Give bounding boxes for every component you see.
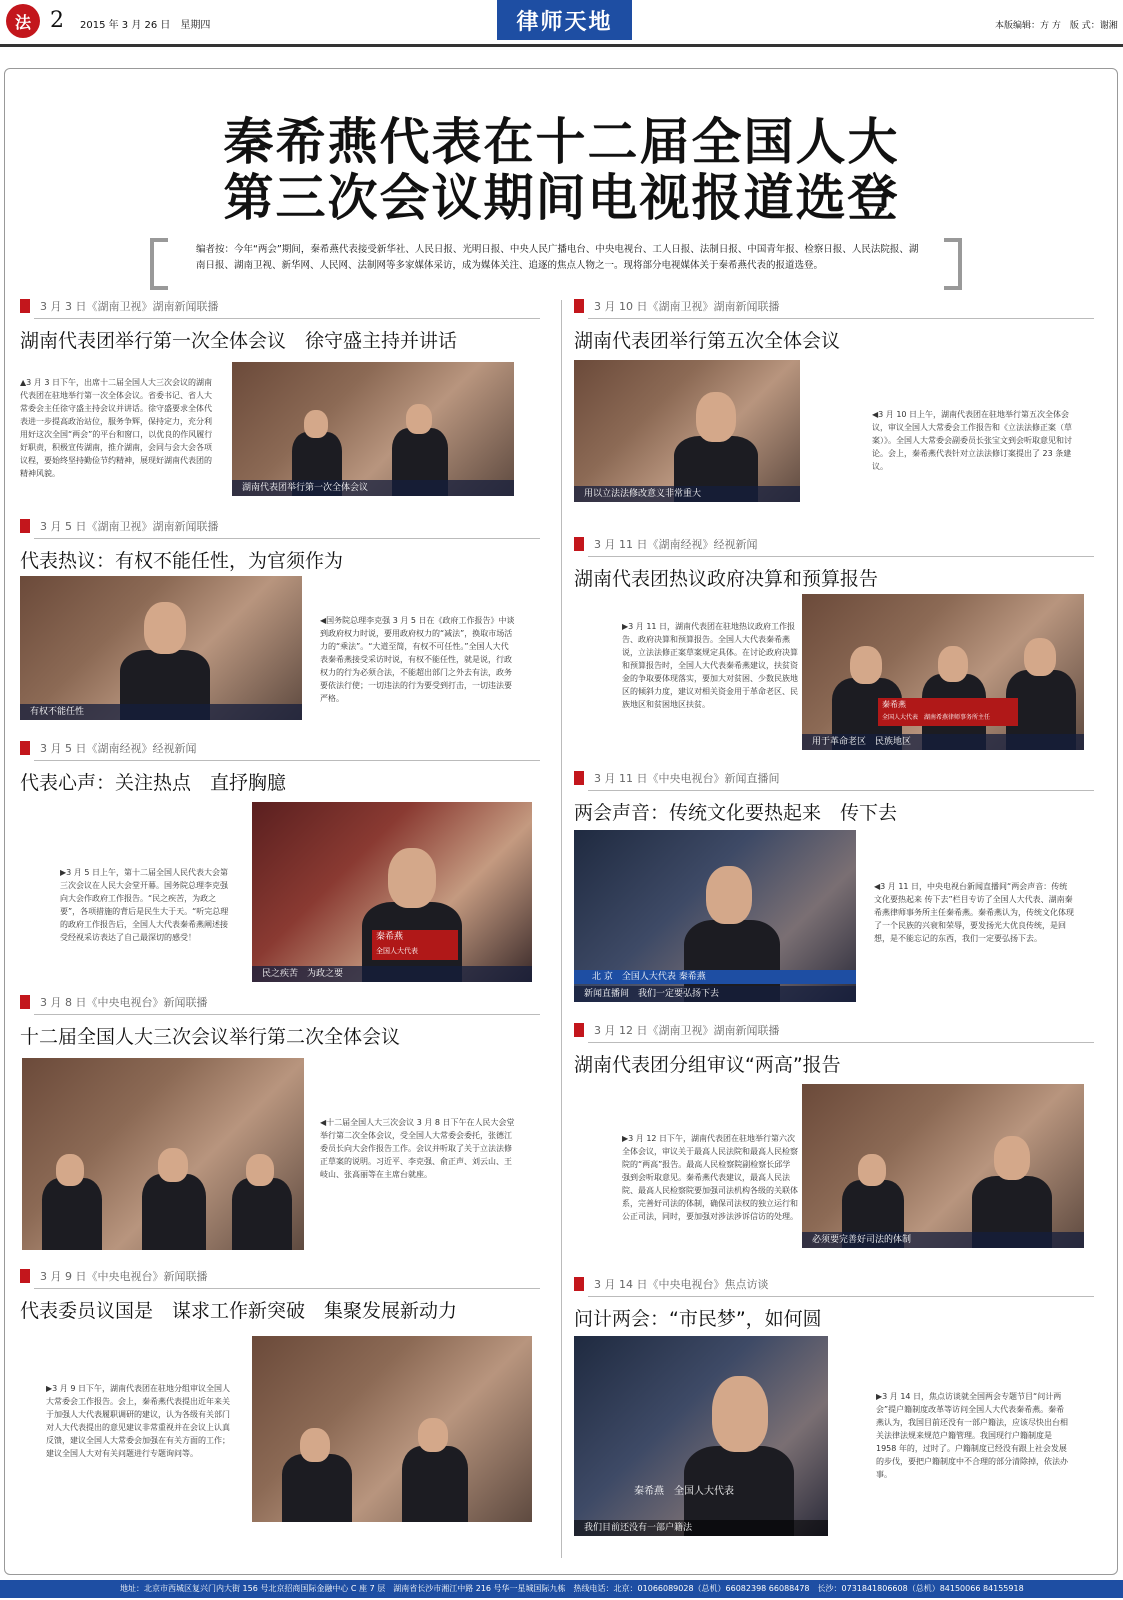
- section-banner: 律师天地: [497, 0, 632, 40]
- photo-caption: 新闻直播间 我们一定要弘扬下去: [574, 986, 856, 1002]
- column-divider: [561, 300, 562, 1558]
- rule-line: [34, 760, 540, 761]
- news-item: [20, 518, 540, 726]
- news-item: [20, 1268, 540, 1538]
- news-photo: [20, 576, 302, 720]
- news-item: [574, 770, 1094, 1010]
- photo-caption: 民之疾苦 为政之要: [252, 966, 532, 982]
- news-photo: [232, 362, 514, 496]
- item-text: ◀3 月 10 日上午，湖南代表团在驻地举行第五次全体会议，审议全国人大常委会工作报告和《立法法修正案（草案）》。全国人大常委会副委员长张宝文到会听取意见和讨论。会上，秦希燕代表针对立法法修订案提出了 23 条建议。: [872, 410, 1072, 471]
- source-tag: 3 月 10 日《湖南卫视》湖南新闻联播: [574, 298, 779, 314]
- name-plate: 秦希燕 全国人大代表: [634, 1486, 734, 1497]
- source-tag: 3 月 9 日《中央电视台》新闻联播: [20, 1268, 208, 1284]
- page-number: 2: [50, 8, 64, 33]
- left-bracket: [150, 238, 168, 290]
- photo-caption: 我们目前还没有一部户籍法: [574, 1520, 828, 1536]
- rule-line: [588, 318, 1094, 319]
- item-title: 代表委员议国是 谋求工作新突破 集聚发展新动力: [20, 1300, 458, 1322]
- page-footer: 地址：北京市西城区复兴门内大街 156 号北京招商国际金融中心 C 座 7 层 湖南省长沙市湘江中路 216 号华一星城国际九栋 热线电话：北京：01066089028（总机）66082398 66088478 长沙：0731841806608（总机）84150066 84155918: [0, 1580, 1123, 1598]
- source-tag: 3 月 11 日《湖南经视》经视新闻: [574, 536, 758, 552]
- source-tag: 3 月 5 日《湖南卫视》湖南新闻联播: [20, 518, 219, 534]
- item-title: 代表心声：关注热点 直抒胸臆: [20, 772, 287, 794]
- item-title: 湖南代表团热议政府决算和预算报告: [574, 568, 879, 590]
- rule-line: [588, 1042, 1094, 1043]
- item-title: 湖南代表团举行第一次全体会议 徐守盛主持并讲话: [20, 330, 458, 352]
- news-photo: [252, 1336, 532, 1522]
- issue-date: 2015 年 3 月 26 日 星期四: [80, 20, 211, 31]
- name-plate: 北 京 全国人大代表 秦希燕: [574, 970, 856, 984]
- editor-note: [150, 238, 962, 296]
- item-text: ◀国务院总理李克强 3 月 5 日在《政府工作报告》中谈到政府权力时说，要用政府权力的“减法”，换取市场活力的“乘法”。“大道至简，有权不可任性。”全国人大代表秦希燕接受采访时说，有权不能任性，就是说，行政权力的行为必须合法，不能超出部门之外去有法，政务要依法行使；一切违法的行为要受到打击，一切违法要严格。: [320, 616, 515, 703]
- news-item: [574, 1276, 1094, 1546]
- source-tag: 3 月 14 日《中央电视台》焦点访谈: [574, 1276, 768, 1292]
- news-photo: [252, 802, 532, 982]
- item-text: ▶3 月 9 日下午，湖南代表团在驻地分组审议全国人大常委会工作报告。会上，秦希燕代表提出近年来关于加强人大代表履职调研的建议，认为各级有关部门对人大代表提出的意见建议非常重视并在会议上认真反馈，建议全国人大常委会加强在有关方面的工作；建议全国人大对有关问题进行专题询问等。: [46, 1384, 230, 1458]
- page-header: [0, 0, 1123, 47]
- item-title: 问计两会：“市民梦”，如何圆: [574, 1308, 822, 1330]
- news-item: [20, 298, 540, 500]
- news-photo: [802, 594, 1084, 750]
- editor-credit: 本版编辑：方 方 版 式：谢湘: [995, 21, 1118, 31]
- news-photo: [574, 360, 800, 502]
- photo-caption: 湖南代表团举行第一次全体会议: [232, 480, 514, 496]
- news-item: [20, 740, 540, 984]
- source-tag: 3 月 12 日《湖南卫视》湖南新闻联播: [574, 1022, 779, 1038]
- rule-line: [34, 1014, 540, 1015]
- item-text: ▶3 月 12 日下午，湖南代表团在驻地举行第六次全体会议，审议关于最高人民法院和最高人民检察院的“两高”报告。最高人民检察院副检察长邱学强到会听取意见。秦希燕代表建议，最高人民法院、最高人民检察院要加强司法机构各级的关联体系，完善好司法的体制，确保司法权的独立运行和公正司法，同时，要加强对涉法涉诉信访的处理。: [622, 1134, 798, 1221]
- news-photo: [574, 830, 856, 1002]
- news-photo: [22, 1058, 304, 1250]
- news-item: [574, 1022, 1094, 1252]
- name-plate: 秦希燕 全国人大代表: [372, 930, 458, 960]
- rule-line: [588, 790, 1094, 791]
- photo-caption: 有权不能任性: [20, 704, 302, 720]
- photo-caption: 必须要完善好司法的体制: [802, 1232, 1084, 1248]
- rule-line: [34, 1288, 540, 1289]
- item-text: ◀3 月 11 日，中央电视台新闻直播间“两会声音：传统文化要热起来 传下去”栏目专访了全国人大代表、湖南秦希燕律师事务所主任秦希燕。秦希燕认为，传统文化体现了一个民族的兴衰和荣辱，要发扬光大优良传统，是回想，是不能忘记的东西，我们一定要弘扬下去。: [874, 882, 1074, 943]
- rule-line: [34, 538, 540, 539]
- headline-line2: 第三次会议期间电视报道选登: [223, 169, 900, 227]
- rule-line: [34, 318, 540, 319]
- source-tag: 3 月 5 日《湖南经视》经视新闻: [20, 740, 197, 756]
- source-tag: 3 月 8 日《中央电视台》新闻联播: [20, 994, 208, 1010]
- news-photo: [802, 1084, 1084, 1248]
- news-item: [574, 536, 1094, 754]
- news-photo: [574, 1336, 828, 1536]
- name-plate: 秦希燕 全国人大代表 湖南希燕律师事务所主任: [878, 698, 1018, 726]
- headline-line1: 秦希燕代表在十二届全国人大: [223, 113, 900, 171]
- item-text: ◀十二届全国人大三次会议 3 月 8 日下午在人民大会堂举行第二次全体会议，受全国人大常委会委托，张德江委员长向大会作报告工作。会议并听取了关于立法法修正草案的说明。习近平、李克强、俞正声、刘云山、王岐山、张高丽等在主席台就座。: [320, 1118, 515, 1179]
- source-tag: 3 月 11 日《中央电视台》新闻直播间: [574, 770, 779, 786]
- item-text: ▶3 月 14 日，焦点访谈就全国两会专题节目“问计两会”提户籍制度改革等访问全国人大代表秦希燕。秦希燕认为，我国目前还没有一部户籍法，应该尽快出台相关法律法规来规范户籍管理。我国现行户籍制度是 1958 年的，过时了。户籍制度已经没有跟上社会发展的步伐，要把户籍制度中不合理的部分清除掉，依法办事。: [876, 1392, 1068, 1479]
- rule-line: [588, 556, 1094, 557]
- photo-caption: 用于革命老区 民族地区: [802, 734, 1084, 750]
- item-title: 湖南代表团分组审议“两高”报告: [574, 1054, 841, 1076]
- item-title: 湖南代表团举行第五次全体会议: [574, 330, 841, 352]
- item-text: ▶3 月 5 日上午，第十二届全国人民代表大会第三次会议在人民大会堂开幕。国务院总理李克强向大会作政府工作报告。“民之疾苦，为政之要”，各项措施的背后是民生大于天。“听完总理的政府工作报告后，全国人大代表秦希燕阐述接受经视采访表达了自己最深切的感受！: [60, 868, 229, 942]
- newspaper-logo-icon: 法: [6, 4, 40, 38]
- item-title: 代表热议：有权不能任性，为官须作为: [20, 550, 344, 572]
- item-title: 十二届全国人大三次会议举行第二次全体会议: [20, 1026, 401, 1048]
- editor-note-text: 编者按：今年“两会”期间，秦希燕代表接受新华社、人民日报、光明日报、中央人民广播电台、中央电视台、工人日报、法制日报、中国青年报、检察日报、人民法院报、湖南日报、湖南卫视、新华网、人民网、法制网等多家媒体采访，成为媒体关注、追逐的焦点人物之一。现将部分电视媒体关于秦希燕代表的报道选登。: [196, 244, 919, 271]
- rule-line: [588, 1296, 1094, 1297]
- item-title: 两会声音：传统文化要热起来 传下去: [574, 802, 898, 824]
- news-item: [20, 994, 540, 1256]
- item-text: ▲3 月 3 日下午，出席十二届全国人大三次会议的湖南代表团在驻地举行第一次全体会议。省委书记、省人大常委会主任徐守盛主持会议并讲话。徐守盛要求全体代表进一步提高政治站位，服务争辉，保持定力，充分利用好这次全国“两会”的平台和窗口，以优良的作风履行好职责，积极宣传湖南，推介湖南，会同与会大会各项议程，要始终坚持勤俭节约精神，展现好湖南代表团的精神风貌。: [20, 378, 213, 478]
- source-tag: 3 月 3 日《湖南卫视》湖南新闻联播: [20, 298, 219, 314]
- right-bracket: [944, 238, 962, 290]
- item-text: ▶3 月 11 日，湖南代表团在驻地热议政府工作报告、政府决算和预算报告。全国人大代表秦希燕说，立法法修正案草案规定具体。在讨论政府决算和预算报告时，全国人大代表秦希燕建议，扶贫资金的争取要体现落实，要加大对贫困、少数民族地区的倾斜力度，建议对相关资金用于革命老区、民族地区和贫困地区扶贫。: [622, 622, 798, 709]
- photo-caption: 用以立法法修改意义非常重大: [574, 486, 800, 502]
- news-item: [574, 298, 1094, 508]
